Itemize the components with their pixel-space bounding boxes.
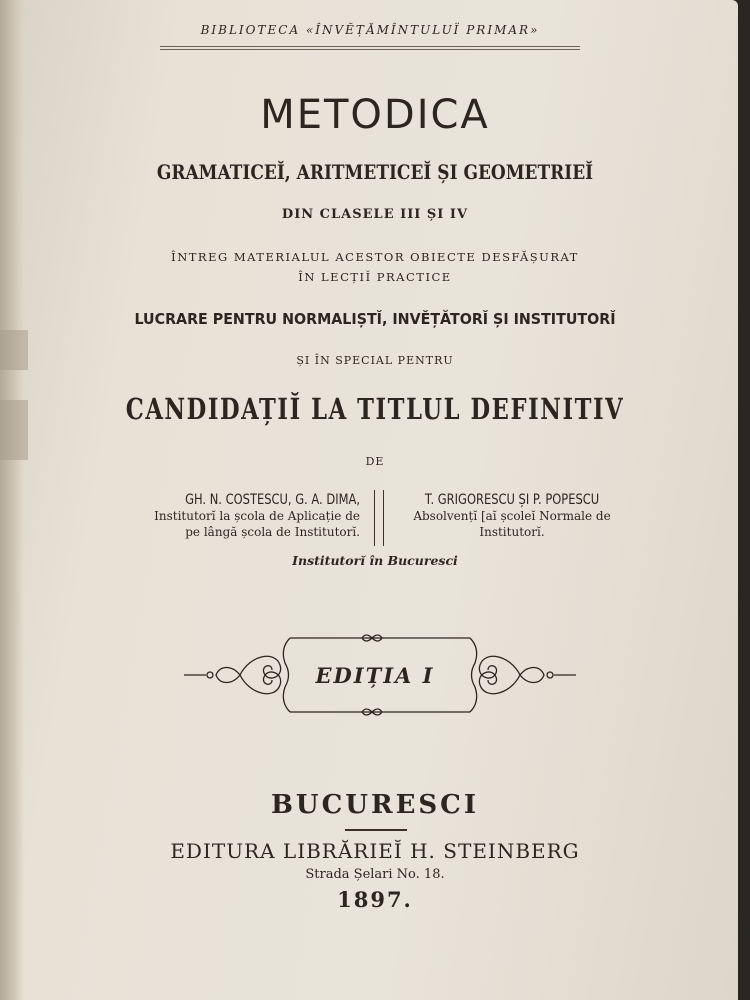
publication-year: 1897.	[337, 887, 413, 912]
audience-line: LUCRARE PENTRU NORMALIȘTĬ, INVĔȚĂTORĬ ȘI INSTITUTORĬ	[134, 310, 616, 328]
city: BUCURESCI	[270, 790, 480, 820]
authors-left-affiliation-1: Institutorĭ la școla de Aplicație de	[154, 509, 360, 523]
main-title: METODICA	[260, 92, 490, 138]
authors-right-affiliation-1: Absolvențĭ [aĭ școleĭ Normale de	[413, 509, 611, 523]
special-for-line: ȘI ÎN SPECIAL PENTRU	[296, 354, 454, 367]
description-line-1: ÎNTREG MATERIALUL ACESTOR OBIECTE DESFĂȘURAT	[171, 250, 579, 264]
by-label: DE	[365, 455, 385, 468]
authors-right-names: T. GRIGORESCU ȘI P. POPESCU	[424, 492, 600, 508]
city-rule	[345, 829, 407, 831]
street-address: Strada Șelari No. 18.	[305, 867, 445, 882]
candidates-heading: CANDIDAȚIĬ LA TITLUL DEFINITIV	[125, 392, 625, 426]
page-tear	[0, 400, 28, 460]
authors-right-block	[392, 492, 632, 540]
authors-divider	[374, 490, 384, 546]
institutori-line: Institutorĭ în Bucuresci	[292, 553, 458, 568]
authors-left-block	[110, 492, 360, 540]
edition-label: EDIȚIA I	[315, 663, 435, 688]
authors-left-affiliation-2: pe lângă școla de Institutorĭ.	[185, 525, 360, 539]
subtitle: GRAMATICEĬ, ARITMETICEĬ ȘI GEOMETRIEĬ	[156, 160, 594, 184]
authors-left-names: GH. N. COSTESCU, G. A. DIMA,	[185, 492, 360, 508]
classes-line: DIN CLASELE III ȘI IV	[281, 207, 469, 222]
publisher: EDITURA LIBRĂRIEĬ H. STEINBERG	[170, 839, 580, 863]
description-line-2: ÎN LECȚIĬ PRACTICE	[298, 270, 452, 284]
series-title: BIBLIOTECA «ÎNVĔȚĂMÎNTULUÏ PRIMAR»	[160, 20, 580, 47]
authors-right-affiliation-2: Institutorĭ.	[479, 525, 545, 539]
